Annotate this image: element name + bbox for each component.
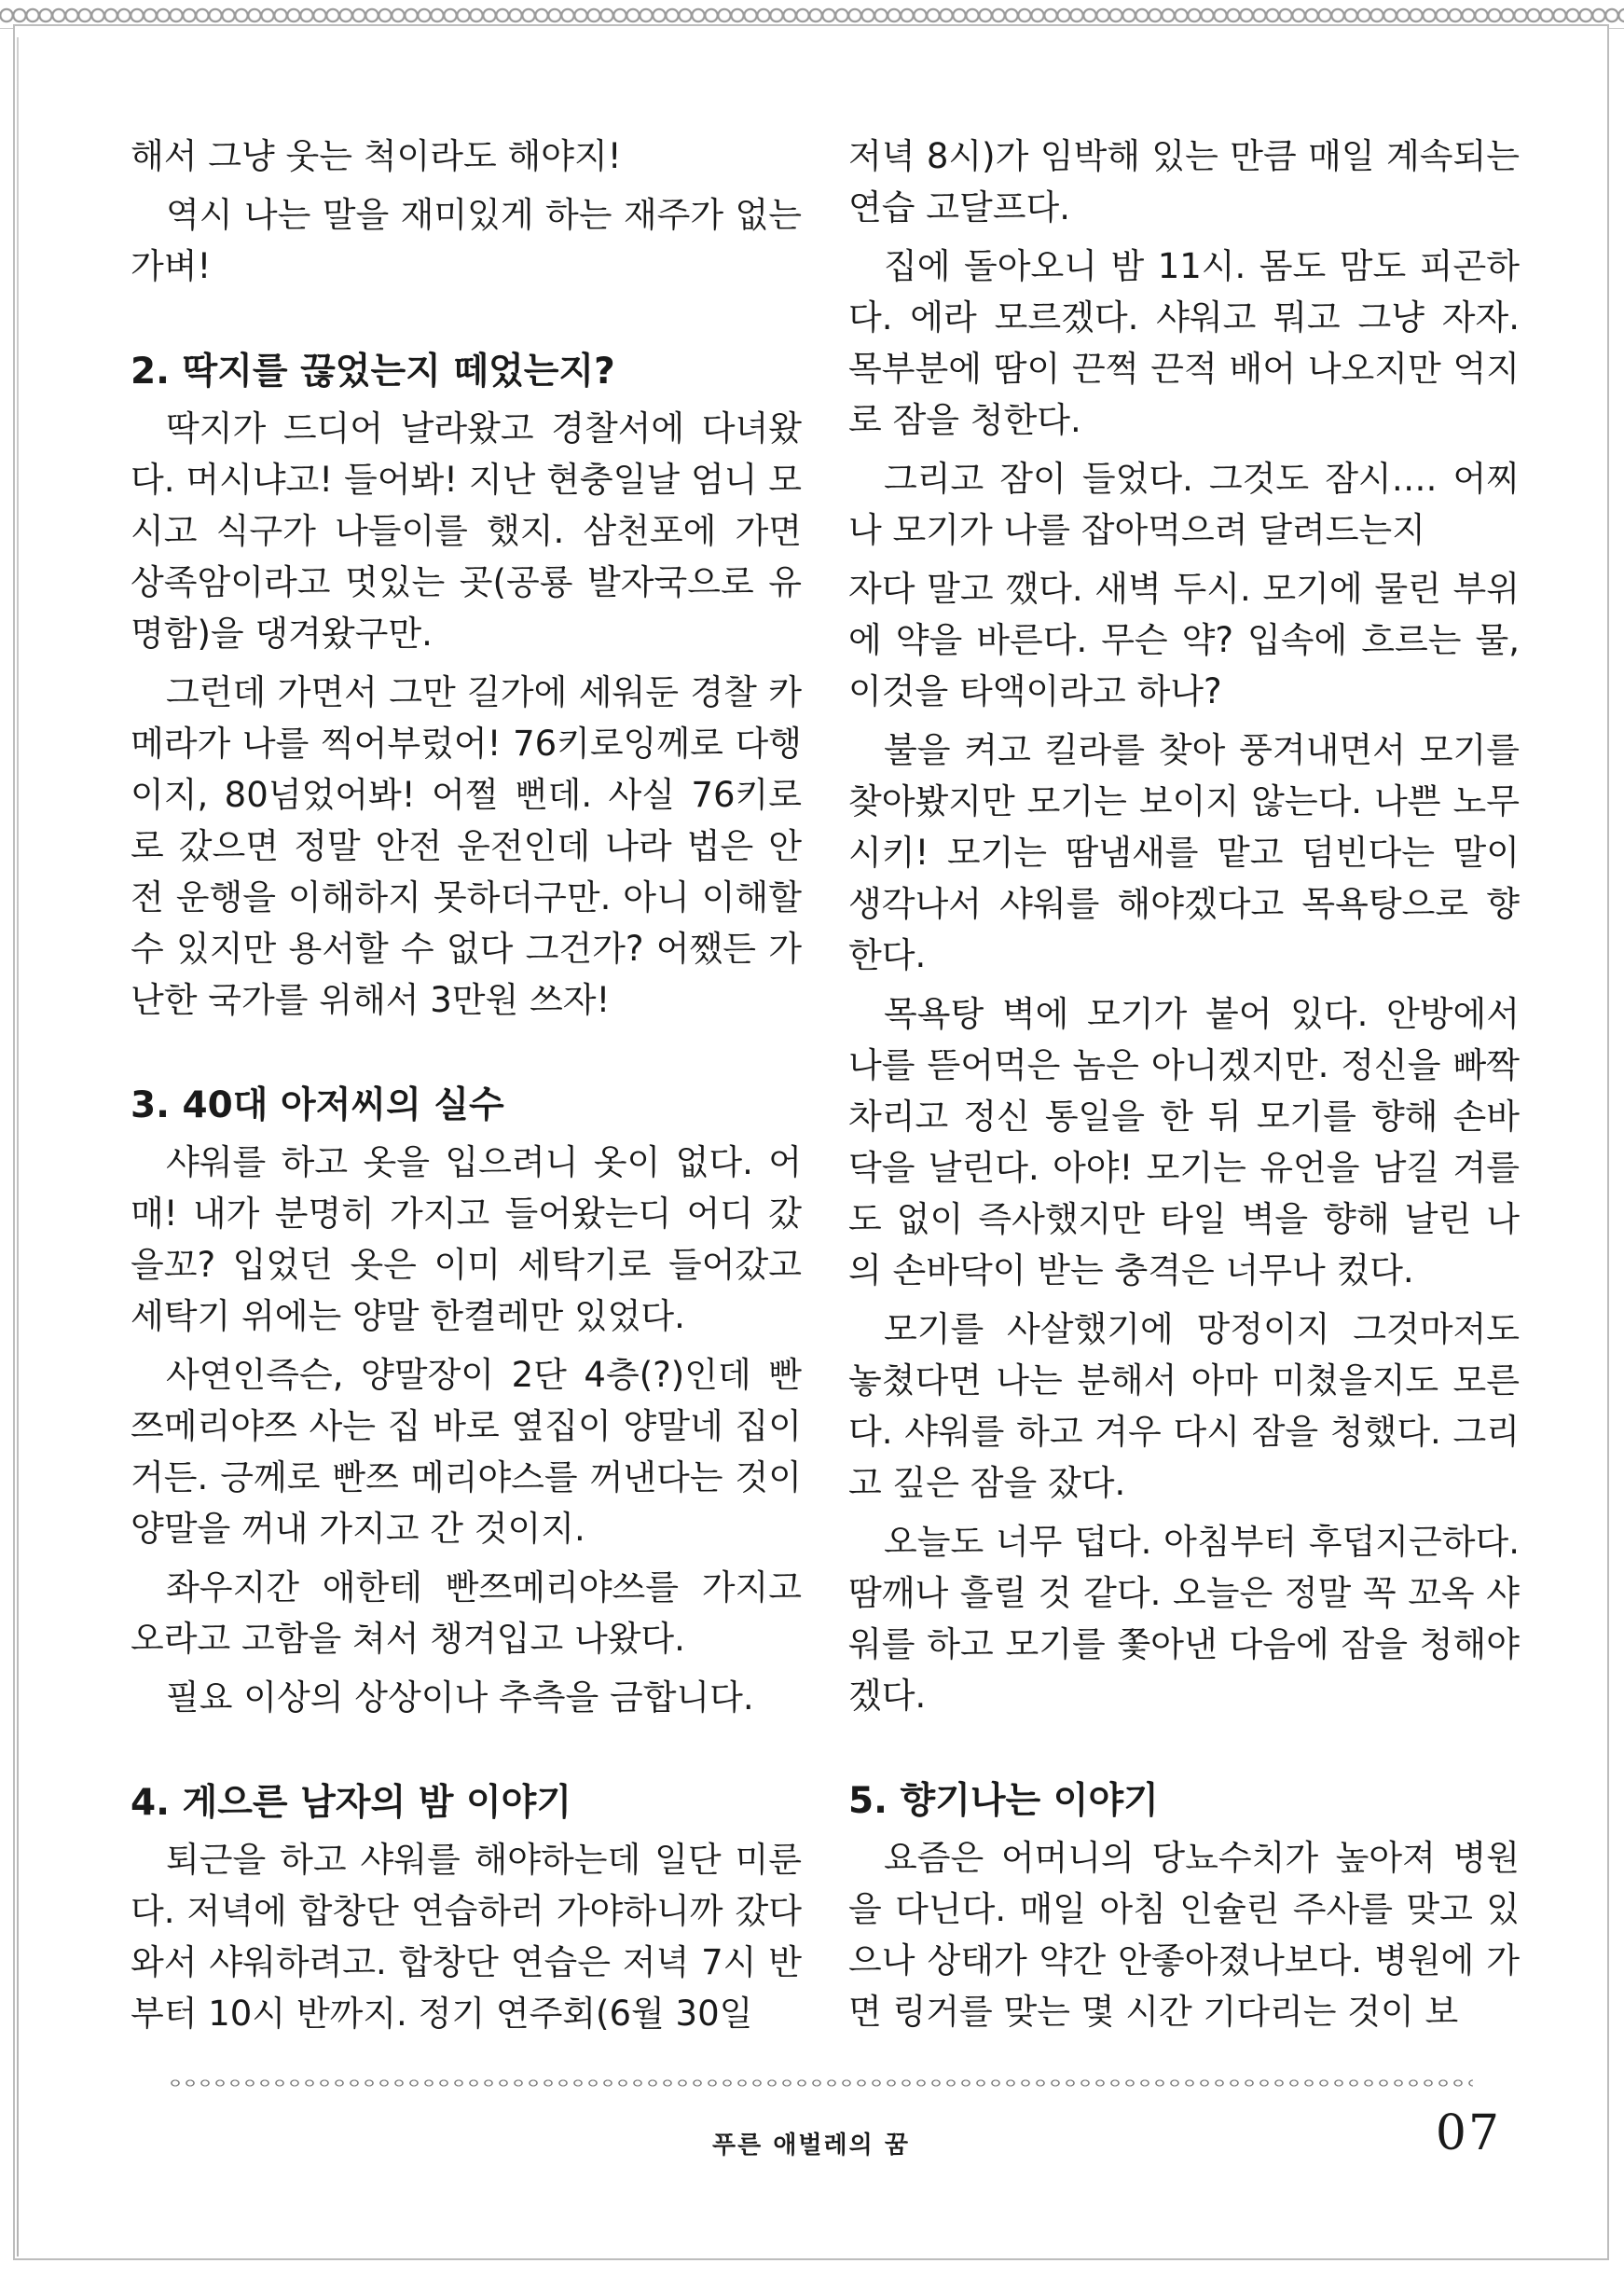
- paragraph: 모기를 사살했기에 망정이지 그것마저도 놓쳤다면 나는 분해서 아마 미쳤을지도 모른다. 샤워를 하고 겨우 다시 잠을 청했다. 그리고 깊은 잠을 잤다.: [848, 1309, 1520, 1503]
- section-heading: 4. 게으른 남자의 밤 이야기: [131, 1782, 572, 1824]
- left-column: [131, 131, 802, 2047]
- paragraph: 샤워를 하고 옷을 입으려니 옷이 없다. 어매! 내가 분명히 가지고 들어왔는디 어디 갔을꼬? 입었던 옷은 이미 세탁기로 들어갔고 세탁기 위에는 양말 한켤레만 있었다.: [131, 1142, 802, 1336]
- section-heading: 5. 향기나는 이야기: [848, 1780, 1159, 1822]
- paragraph: 해서 그냥 웃는 척이라도 해야지!: [131, 136, 622, 176]
- paragraph: 역시 나는 말을 재미있게 하는 재주가 없는가벼!: [131, 195, 802, 286]
- paragraph: 요즘은 어머니의 당뇨수치가 높아져 병원을 다닌다. 매일 아침 인슐린 주사를 맞고 있으나 상태가 약간 안좋아졌나보다. 병원에 가면 링거를 맞는 몇 시간 기다리는 것이 보: [848, 1838, 1520, 2032]
- paragraph: 집에 돌아오니 밤 11시. 몸도 맘도 피곤하다. 에라 모르겠다. 샤워고 뭐고 그냥 자자. 목부분에 땀이 끈쩍 끈적 배어 나오지만 억지로 잠을 청한다.: [848, 246, 1520, 440]
- paragraph: 필요 이상의 상상이나 추측을 금합니다.: [166, 1677, 754, 1718]
- paragraph: 불을 켜고 킬라를 찾아 풍겨내면서 모기를 찾아봤지만 모기는 보이지 않는다. 나쁜 노무시키! 모기는 땀냄새를 맡고 덤빈다는 말이 생각나서 샤워를 해야겠다고 목욕탕으로 향한다.: [848, 730, 1520, 975]
- footer-title: 푸른 애벌레의 꿈: [712, 2132, 910, 2160]
- page-number: 07: [1435, 2105, 1502, 2161]
- paragraph: 그런데 가면서 그만 길가에 세워둔 경찰 카메라가 나를 찍어부렀어! 76키로잉께로 다행이지, 80넘었어봐! 어쩔 뻔데. 사실 76키로로 갔으면 정말 안전 운전인데 나라 법은 안전 운행을 이해하지 못하더구만. 아니 이해할 수 있지만 용서할 수 없다 그건가? 어쨌든 가난한 국가를 위해서 3만원 쓰자!: [131, 672, 802, 1020]
- paragraph: 오늘도 너무 덥다. 아침부터 후덥지근하다. 땀깨나 흘릴 것 같다. 오늘은 정말 꼭 꼬옥 샤워를 하고 모기를 쫓아낸 다음에 잠을 청해야겠다.: [848, 1522, 1520, 1716]
- footer-wavy-rule: [168, 2077, 1473, 2089]
- paragraph: 자다 말고 깼다. 새벽 두시. 모기에 물린 부위에 약을 바른다. 무슨 약? 입속에 흐르는 물, 이것을 타액이라고 하나?: [848, 569, 1520, 711]
- paragraph: 좌우지간 애한테 빤쯔메리야쓰를 가지고 오라고 고함을 쳐서 챙겨입고 나왔다.: [131, 1567, 802, 1659]
- paragraph: 목욕탕 벽에 모기가 붙어 있다. 안방에서 나를 뜯어먹은 놈은 아니겠지만. 정신을 빠짝 차리고 정신 통일을 한 뒤 모기를 향해 손바닥을 날린다. 아야! 모기는 유언을 남길 겨를도 없이 즉사했지만 타일 벽을 향해 날린 나의 손바닥이 받는 충격은 너무나 컸다.: [848, 994, 1520, 1290]
- section-heading: 2. 딱지를 끊었는지 떼었는지?: [131, 351, 615, 393]
- paragraph: 저녁 8시)가 임박해 있는 만큼 매일 계속되는 연습 고달프다.: [848, 136, 1520, 228]
- paragraph: 사연인즉슨, 양말장이 2단 4층(?)인데 빤쯔메리야쯔 사는 집 바로 옆집이 양말네 집이거든. 긍께로 빤쯔 메리야스를 꺼낸다는 것이 양말을 꺼내 가지고 간 것이지.: [131, 1355, 802, 1549]
- paragraph: 퇴근을 하고 샤워를 해야하는데 일단 미룬다. 저녁에 합창단 연습하러 가야하니까 갔다와서 샤워하려고. 합창단 연습은 저녁 7시 반부터 10시 반까지. 정기 연주회(6월 30일: [131, 1840, 802, 2034]
- right-column: [848, 131, 1520, 2045]
- section-heading: 3. 40대 아저씨의 실수: [131, 1084, 504, 1126]
- paragraph: 그리고 잠이 들었다. 그것도 잠시…. 어찌나 모기가 나를 잡아먹으려 달려드는지: [848, 459, 1520, 550]
- paragraph: 딱지가 드디어 날라왔고 경찰서에 다녀왔다. 머시냐고! 들어봐! 지난 현충일날 엄니 모시고 식구가 나들이를 했지. 삼천포에 가면 상족암이라고 멋있는 곳(공룡 발자국으로 유명함)을 댕겨왔구만.: [131, 408, 802, 654]
- binding-edge: [17, 37, 19, 2256]
